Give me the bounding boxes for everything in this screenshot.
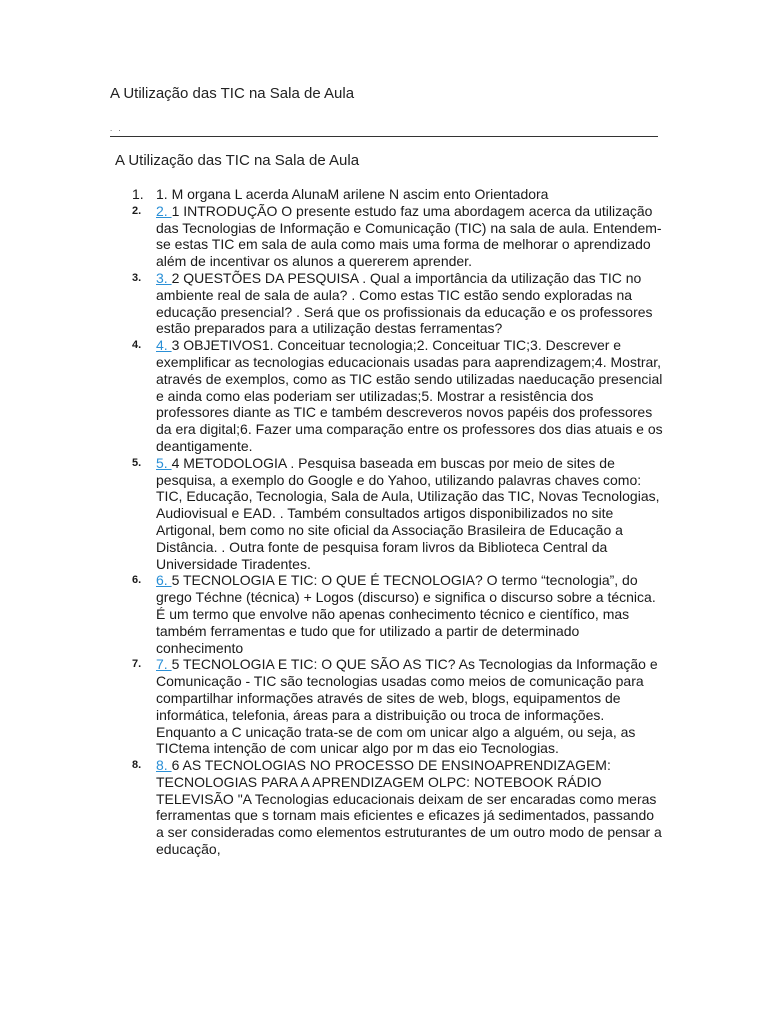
slide-link[interactable]: 2.: [156, 202, 172, 219]
list-item-number: 8.: [132, 759, 142, 772]
list-item-text: 6 AS TECNOLOGIAS NO PROCESSO DE ENSINOAPRENDIZAGEM: TECNOLOGIAS PARA A APRENDIZAGEM OLPC: NOTEBOOK RÁDIO TELEVISÃO "A Tecnologias educacionais deixam de ser encaradas como meras ferramentas que s tornam mais eficientes e eficazes já sedimentados, passando a ser consideradas como elementos estruturantes de um outro modo de pensar a educação,: [156, 757, 662, 858]
slide-link[interactable]: 4.: [156, 337, 172, 354]
list-item: [115, 656, 663, 757]
list-item: [115, 186, 663, 203]
separator-dots: . .: [110, 124, 123, 133]
list-item-number: 3.: [132, 271, 142, 284]
list-item-number: 5.: [132, 456, 142, 469]
list-item-number: 2.: [132, 204, 142, 217]
list-item: [115, 757, 663, 858]
slide-link[interactable]: 3.: [156, 269, 172, 286]
list-item-text: 5 TECNOLOGIA E TIC: O QUE SÃO AS TIC? As Tecnologias da Informação e Comunicação - TIC são tecnologias usadas como meios de comunicação para compartilhar informações através de sites de web, blogs, equipamentos de informática, telefonia, áreas para a distribuição ou troca de informações. Enquanto a C unicação trata-se de com om unicar algo a alguém, ou seja, as TICtema intenção de com unicar algo por m das eio Tecnologias.: [156, 656, 658, 757]
list-item: [115, 455, 663, 573]
list-item-number: 4.: [132, 339, 142, 352]
list-item-number: 1.: [132, 186, 144, 202]
section-title: A Utilização das TIC na Sala de Aula: [115, 152, 360, 169]
list-item-number: 6.: [132, 574, 142, 587]
list-item: [115, 572, 663, 656]
list-item-text: 1 INTRODUÇÃO O presente estudo faz uma abordagem acerca da utilização das Tecnologias de Informação e Comunicação (TIC) na sala de aula. Entendem-se estas TIC em sala de aula como mais uma forma de melhorar o aprendizado além de incentivar os alunos a quererem aprender.: [156, 202, 662, 270]
list-item: [115, 203, 663, 270]
list-item: [115, 337, 663, 455]
slide-link[interactable]: 5.: [156, 454, 172, 471]
horizontal-rule: [110, 136, 658, 137]
list-item-text: 3 OBJETIVOS1. Conceituar tecnologia;2. Conceituar TIC;3. Descrever e exemplificar as tecnologias educacionais usadas para aaprendizagem;4. Mostrar, através de exemplos, como as TIC estão sendo utilizadas naeducação presencial e ainda como elas poderiam ser utilizadas;5. Mostrar a resistência dos professores diante as TIC e também descreveros novos papéis dos professores da era digital;6. Fazer uma comparação entre os professores dos dias atuais e os deantigamente.: [156, 337, 663, 454]
list-item: [115, 270, 663, 337]
slide-link[interactable]: 7.: [156, 656, 172, 673]
slide-link[interactable]: 8.: [156, 757, 172, 774]
list-item-text: 5 TECNOLOGIA E TIC: O QUE É TECNOLOGIA? O termo “tecnologia”, do grego Téchne (técnica) + Logos (discurso) e significa o discurso sobre a técnica. É um termo que envolve não apenas conhecimento técnico e científico, mas também ferramentas e tudo que for utilizado a partir de determinado conhecimento: [156, 572, 656, 656]
list-item-text: 1. M organa L acerda AlunaM arilene N ascim ento Orientadora: [156, 186, 549, 202]
slide-list: [115, 186, 663, 858]
list-item-text: 2 QUESTÕES DA PESQUISA . Qual a importância da utilização das TIC no ambiente real de sala de aula? . Como estas TIC estão sendo exploradas na educação presencial? . Será que os profissionais da educação e os professores estão preparados para a utilização destas ferramentas?: [156, 269, 653, 337]
document-title: A Utilização das TIC na Sala de Aula: [110, 85, 355, 102]
slide-link[interactable]: 6.: [156, 572, 172, 589]
list-item-text: 4 METODOLOGIA . Pesquisa baseada em buscas por meio de sites de pesquisa, a exemplo do Google e do Yahoo, utilizando palavras chaves como: TIC, Educação, Tecnologia, Sala de Aula, Utilização das TIC, Novas Tecnologias, Audiovisual e EAD. . Também consultados artigos disponibilizados no site Artigonal, bem como no site oficial da Associação Brasileira de Educação a Distância. . Outra fonte de pesquisa foram livros da Biblioteca Central da Universidade Tiradentes.: [156, 454, 660, 572]
list-item-number: 7.: [132, 658, 142, 671]
